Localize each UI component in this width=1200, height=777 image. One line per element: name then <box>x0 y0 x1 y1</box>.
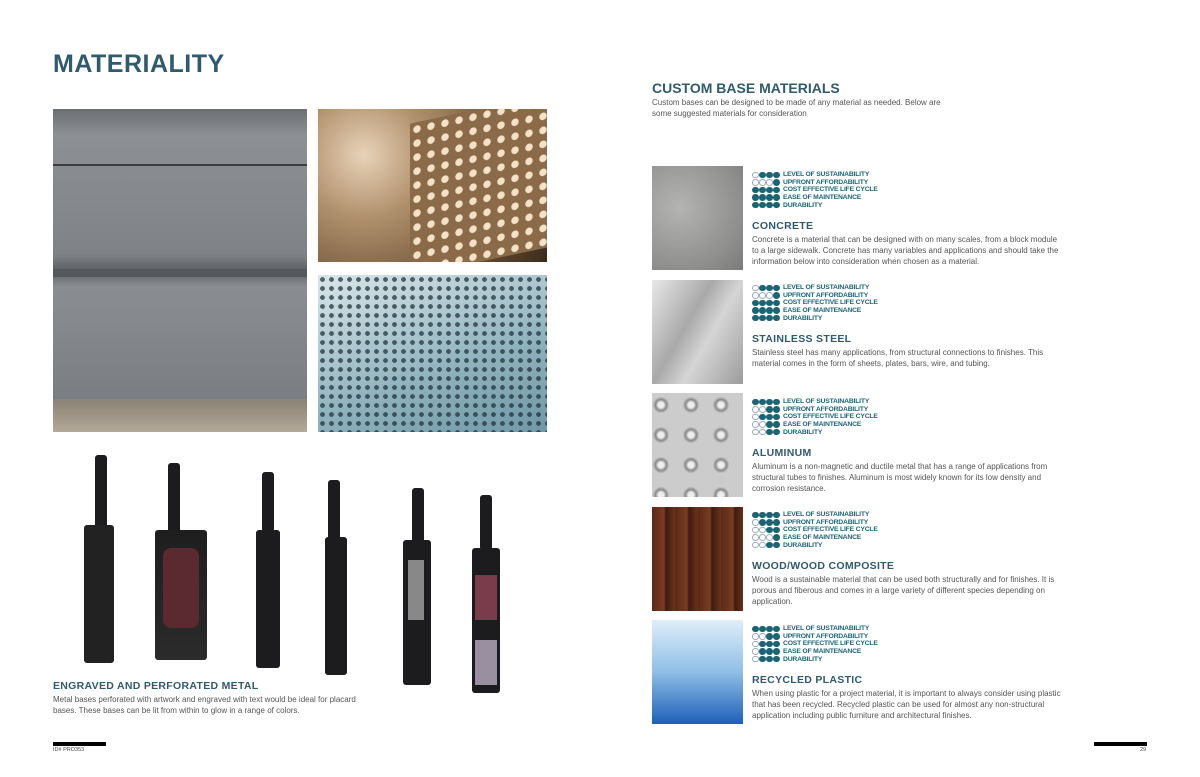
rating-dot-filled <box>766 527 773 534</box>
rating-label: UPFRONT AFFORDABILITY <box>783 632 869 640</box>
rating-dot-filled <box>766 641 773 648</box>
rating-dot-filled <box>773 202 780 209</box>
rating-dot-filled <box>766 542 773 549</box>
material-description: When using plastic for a project material, it is important to always consider using plastic that has been recycled. Recycled plastic can be used for almost any non-structural application including public furniture and architectural finishes. <box>752 688 1061 720</box>
rating-label: LEVEL OF SUSTAINABILITY <box>783 171 870 179</box>
rating-row <box>752 284 1062 292</box>
rating-label: UPFRONT AFFORDABILITY <box>783 291 869 299</box>
stainless-steel-swatch <box>652 280 743 384</box>
material-wood-wood-composite <box>752 511 1062 607</box>
rating-dot-empty <box>752 527 759 534</box>
rating-dot-filled <box>766 633 773 640</box>
perforated-canopy-photo <box>318 109 547 262</box>
rating-dot-empty <box>752 641 759 648</box>
rating-dot-empty <box>752 429 759 436</box>
rating-dot-filled <box>773 542 780 549</box>
rating-row <box>752 186 1062 194</box>
rating-dot-filled <box>773 414 780 421</box>
rating-dot-filled <box>773 179 780 186</box>
rating-dot-filled <box>759 307 766 314</box>
rating-dot-empty <box>752 542 759 549</box>
material-name: ALUMINUM <box>752 446 812 459</box>
rating-block <box>752 398 1062 436</box>
rating-row <box>752 201 1062 209</box>
rating-dot-empty <box>759 429 766 436</box>
rating-label: DURABILITY <box>783 655 823 663</box>
rating-dot-filled <box>759 414 766 421</box>
rating-label: EASE OF MAINTENANCE <box>783 648 862 656</box>
wood-swatch <box>652 507 743 611</box>
material-description: Concrete is a material that can be designed with on many scales, from a block module to a large sidewalk. Concrete has many variables and applications and should take the information below into consideration when chosen as a material. <box>752 234 1059 266</box>
rating-dot-empty <box>759 406 766 413</box>
rating-label: UPFRONT AFFORDABILITY <box>783 405 869 413</box>
rating-label: EASE OF MAINTENANCE <box>783 421 862 429</box>
rating-label: DURABILITY <box>783 428 823 436</box>
rating-dot-filled <box>773 292 780 299</box>
rating-dot-empty <box>766 292 773 299</box>
rating-block <box>752 171 1062 209</box>
rating-dot-filled <box>773 187 780 194</box>
rating-dot-filled <box>773 300 780 307</box>
material-stainless-steel <box>752 284 1062 369</box>
rating-dot-filled <box>759 648 766 655</box>
rating-dot-empty <box>752 172 759 179</box>
rating-row <box>752 194 1062 202</box>
rating-row <box>752 648 1062 656</box>
rating-label: UPFRONT AFFORDABILITY <box>783 518 869 526</box>
rating-dot-filled <box>752 307 759 314</box>
rating-dot-empty <box>752 406 759 413</box>
rating-dot-filled <box>766 307 773 314</box>
rating-dot-filled <box>773 194 780 201</box>
rating-label: UPFRONT AFFORDABILITY <box>783 178 869 186</box>
rating-dot-empty <box>752 534 759 541</box>
rating-dot-empty <box>759 534 766 541</box>
rating-dot-empty <box>752 633 759 640</box>
rating-dot-empty <box>752 648 759 655</box>
recycled-plastic-swatch <box>652 620 743 724</box>
rating-dot-filled <box>766 399 773 406</box>
material-name: RECYCLED PLASTIC <box>752 673 863 686</box>
rating-dot-filled <box>766 406 773 413</box>
rating-label: DURABILITY <box>783 314 823 322</box>
rating-label: DURABILITY <box>783 201 823 209</box>
rating-dot-filled <box>752 202 759 209</box>
rating-block <box>752 511 1062 549</box>
rating-dot-filled <box>752 194 759 201</box>
rating-dot-filled <box>773 406 780 413</box>
rating-dot-filled <box>773 399 780 406</box>
rating-label: LEVEL OF SUSTAINABILITY <box>783 284 870 292</box>
rating-row <box>752 421 1062 429</box>
rating-dot-filled <box>766 656 773 663</box>
rating-dot-empty <box>752 285 759 292</box>
rating-row <box>752 398 1062 406</box>
rating-row <box>752 413 1062 421</box>
rating-row <box>752 511 1062 519</box>
rating-dot-filled <box>759 187 766 194</box>
rating-dot-filled <box>773 527 780 534</box>
material-description: Wood is a sustainable material that can be used both structurally and for finishes. It is porous and fiberous and comes in a large variety of different species depending on application. <box>752 574 1055 606</box>
rating-dot-empty <box>766 534 773 541</box>
rating-row <box>752 307 1062 315</box>
rating-dot-filled <box>759 656 766 663</box>
rating-row <box>752 292 1062 300</box>
footer-bar-right <box>1094 742 1147 746</box>
rating-dot-filled <box>766 187 773 194</box>
rating-label: COST EFFECTIVE LIFE CYCLE <box>783 186 878 194</box>
rating-dot-empty <box>766 179 773 186</box>
footer-id: ID# PRO353 <box>53 747 85 753</box>
rating-dot-filled <box>773 307 780 314</box>
rating-dot-empty <box>759 633 766 640</box>
rating-label: DURABILITY <box>783 541 823 549</box>
rating-dot-filled <box>773 429 780 436</box>
rating-dot-empty <box>752 421 759 428</box>
section-heading: CUSTOM BASE MATERIALS <box>652 80 840 96</box>
rating-dot-filled <box>773 534 780 541</box>
rating-dot-empty <box>752 519 759 526</box>
rating-label: LEVEL OF SUSTAINABILITY <box>783 625 870 633</box>
rating-dot-filled <box>766 421 773 428</box>
rating-dot-filled <box>759 194 766 201</box>
rating-dot-filled <box>766 626 773 633</box>
rating-dot-filled <box>773 172 780 179</box>
rating-dot-filled <box>759 519 766 526</box>
rating-dot-filled <box>766 648 773 655</box>
engraved-panel-photo <box>53 109 307 432</box>
rating-row <box>752 541 1062 549</box>
section-intro: Custom bases can be designed to be made of any material as needed. Below are some suggested materials for consideration <box>652 98 941 118</box>
rating-dot-filled <box>759 172 766 179</box>
rating-label: COST EFFECTIVE LIFE CYCLE <box>783 413 878 421</box>
rating-dot-filled <box>773 656 780 663</box>
rating-dot-filled <box>766 300 773 307</box>
rating-dot-filled <box>766 202 773 209</box>
rating-dot-empty <box>759 527 766 534</box>
footer-bar <box>53 742 106 746</box>
rating-dot-filled <box>773 641 780 648</box>
material-concrete <box>752 171 1062 267</box>
rating-row <box>752 655 1062 663</box>
engraved-body: Metal bases perforated with artwork and engraved with text would be ideal for placard bases. These bases can be lit from within to glow in a range of colors. <box>53 695 356 715</box>
rating-row <box>752 406 1062 414</box>
rating-dot-filled <box>759 300 766 307</box>
rating-label: LEVEL OF SUSTAINABILITY <box>783 511 870 519</box>
rating-dot-filled <box>773 315 780 322</box>
material-recycled-plastic <box>752 625 1062 721</box>
rating-dot-filled <box>766 285 773 292</box>
rating-label: EASE OF MAINTENANCE <box>783 307 862 315</box>
rating-dot-filled <box>759 202 766 209</box>
rating-row <box>752 640 1062 648</box>
rating-dot-filled <box>766 512 773 519</box>
rating-row <box>752 179 1062 187</box>
rating-dot-filled <box>752 399 759 406</box>
rating-row <box>752 534 1062 542</box>
rating-row <box>752 519 1062 527</box>
rating-row <box>752 171 1062 179</box>
aluminum-swatch <box>652 393 743 497</box>
rating-dot-filled <box>752 187 759 194</box>
rating-dot-filled <box>773 633 780 640</box>
rating-dot-empty <box>759 542 766 549</box>
rating-dot-filled <box>773 285 780 292</box>
engraved-heading: ENGRAVED AND PERFORATED METAL <box>53 680 259 692</box>
rating-dot-filled <box>773 519 780 526</box>
rating-block <box>752 625 1062 663</box>
rating-dot-empty <box>759 421 766 428</box>
rating-label: COST EFFECTIVE LIFE CYCLE <box>783 299 878 307</box>
rating-dot-empty <box>759 179 766 186</box>
rating-dot-filled <box>752 626 759 633</box>
rating-dot-filled <box>773 648 780 655</box>
rating-dot-filled <box>773 421 780 428</box>
perforated-facade-photo <box>318 275 547 432</box>
rating-dot-filled <box>759 315 766 322</box>
rating-row <box>752 314 1062 322</box>
rating-dot-empty <box>752 292 759 299</box>
rating-dot-filled <box>759 399 766 406</box>
rating-dot-filled <box>766 414 773 421</box>
rating-dot-filled <box>752 315 759 322</box>
rating-dot-filled <box>773 512 780 519</box>
material-name: CONCRETE <box>752 219 814 232</box>
rating-row <box>752 526 1062 534</box>
rating-row <box>752 299 1062 307</box>
rating-block <box>752 284 1062 322</box>
rating-label: EASE OF MAINTENANCE <box>783 534 862 542</box>
rating-dot-filled <box>766 194 773 201</box>
rating-row <box>752 428 1062 436</box>
material-aluminum <box>752 398 1062 494</box>
rating-dot-filled <box>773 626 780 633</box>
rating-dot-empty <box>752 656 759 663</box>
material-description: Aluminum is a non-magnetic and ductile metal that has a range of applications from structural tubes to finishes. Aluminum is most widely known for its low density and corrosion resistance. <box>752 461 1048 493</box>
rating-dot-filled <box>759 285 766 292</box>
rating-dot-filled <box>752 512 759 519</box>
rating-dot-filled <box>759 512 766 519</box>
page-number: 29 <box>1140 747 1147 753</box>
rating-row <box>752 625 1062 633</box>
rating-dot-filled <box>766 172 773 179</box>
rating-label: EASE OF MAINTENANCE <box>783 194 862 202</box>
rating-dot-filled <box>766 315 773 322</box>
rating-label: COST EFFECTIVE LIFE CYCLE <box>783 640 878 648</box>
rating-row <box>752 633 1062 641</box>
rating-label: COST EFFECTIVE LIFE CYCLE <box>783 526 878 534</box>
material-name: WOOD/WOOD COMPOSITE <box>752 559 895 572</box>
rating-dot-filled <box>766 429 773 436</box>
page-title: MATERIALITY <box>53 50 225 78</box>
rating-dot-empty <box>752 179 759 186</box>
concrete-swatch <box>652 166 743 270</box>
material-description: Stainless steel has many applications, from structural connections to finishes. This material comes in the form of sheets, plates, bars, wire, and tubing. <box>752 347 1044 368</box>
rating-dot-empty <box>752 414 759 421</box>
rating-dot-filled <box>759 641 766 648</box>
rating-dot-empty <box>759 292 766 299</box>
rating-dot-filled <box>759 626 766 633</box>
rating-dot-filled <box>752 300 759 307</box>
rating-label: LEVEL OF SUSTAINABILITY <box>783 398 870 406</box>
rating-dot-filled <box>766 519 773 526</box>
material-name: STAINLESS STEEL <box>752 332 852 345</box>
